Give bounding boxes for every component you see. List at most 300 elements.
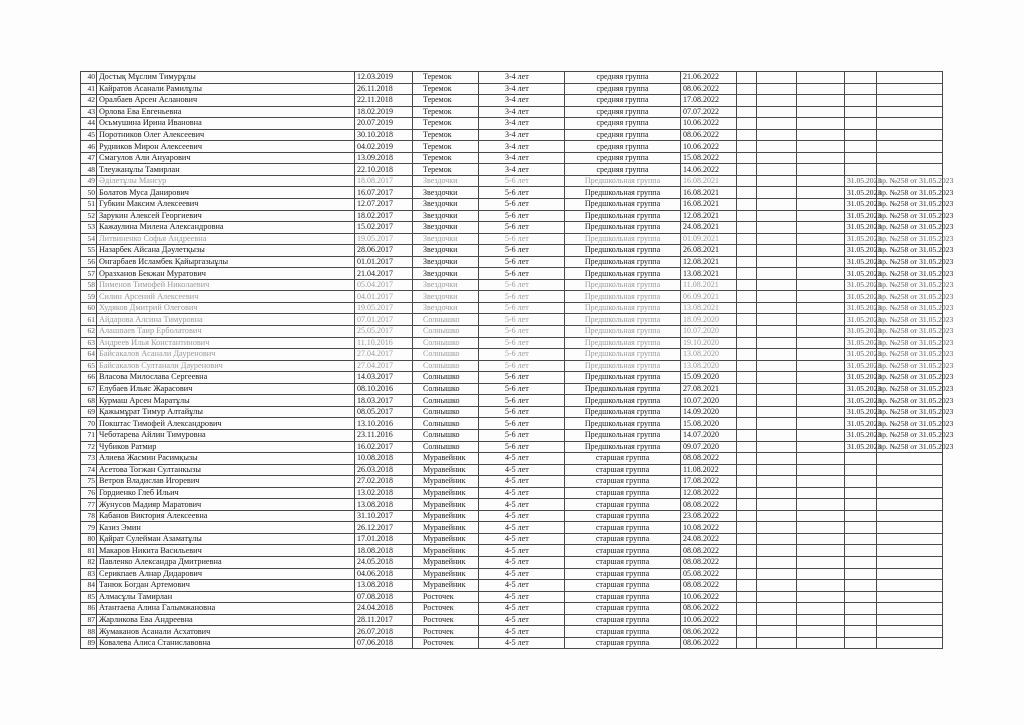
group-level: Предшкольная группа — [565, 279, 681, 291]
row-number: 52 — [81, 210, 97, 222]
empty-cell — [797, 464, 845, 476]
exit-date: 31.05.2023 — [845, 314, 877, 326]
empty-cell — [797, 545, 845, 557]
row-number: 53 — [81, 222, 97, 234]
group-name: Теремок — [413, 164, 479, 176]
admission-date: 14.07.2020 — [681, 429, 737, 441]
table-row — [81, 487, 943, 499]
table-row — [81, 83, 943, 95]
age-range: 5-6 лет — [479, 429, 565, 441]
exit-order: пр. №258 от 31.05.2023 — [878, 257, 954, 267]
admission-date: 12.08.2021 — [681, 210, 737, 222]
exit-date — [845, 453, 877, 465]
exit-order: пр. №258 от 31.05.2023 — [878, 245, 954, 255]
empty-cell — [737, 291, 757, 303]
empty-cell — [797, 406, 845, 418]
group-name: Теремок — [413, 141, 479, 153]
empty-cell — [737, 164, 757, 176]
empty-cell — [797, 510, 845, 522]
exit-date: 31.05.2023 — [845, 349, 877, 361]
empty-cell — [797, 453, 845, 465]
row-number: 67 — [81, 383, 97, 395]
empty-cell — [737, 72, 757, 84]
age-range: 3-4 лет — [479, 129, 565, 141]
exit-order — [877, 476, 943, 488]
group-level: старшая группа — [565, 453, 681, 465]
table-row — [81, 152, 943, 164]
exit-date: 31.05.2023 — [845, 302, 877, 314]
child-name: Қайрат Сулейман Азаматұлы — [97, 533, 355, 545]
row-number: 77 — [81, 499, 97, 511]
empty-cell — [737, 533, 757, 545]
empty-cell — [757, 476, 797, 488]
empty-cell — [757, 591, 797, 603]
birth-date: 14.03.2017 — [355, 372, 413, 384]
age-range: 5-6 лет — [479, 256, 565, 268]
group-name: Муравейник — [413, 580, 479, 592]
admission-date: 19.10.2020 — [681, 337, 737, 349]
age-range: 4-5 лет — [479, 614, 565, 626]
row-number: 58 — [81, 279, 97, 291]
group-name: Звездочки — [413, 279, 479, 291]
child-name: Назарбек Айсана Дәулетқызы — [97, 245, 355, 257]
empty-cell — [737, 626, 757, 638]
empty-cell — [737, 637, 757, 649]
group-level: средняя группа — [565, 164, 681, 176]
group-level: Предшкольная группа — [565, 314, 681, 326]
child-name: Алмасұлы Тамирлан — [97, 591, 355, 603]
table-row — [81, 372, 943, 384]
empty-cell — [797, 164, 845, 176]
group-level: Предшкольная группа — [565, 337, 681, 349]
group-name: Муравейник — [413, 533, 479, 545]
group-name: Муравейник — [413, 453, 479, 465]
empty-cell — [757, 499, 797, 511]
row-number: 46 — [81, 141, 97, 153]
group-level: средняя группа — [565, 141, 681, 153]
admission-date: 10.06.2022 — [681, 141, 737, 153]
exit-order: пр. №258 от 31.05.2023 — [878, 268, 954, 278]
empty-cell — [757, 129, 797, 141]
exit-order — [877, 106, 943, 118]
exit-date — [845, 533, 877, 545]
admission-date: 01.09.2021 — [681, 233, 737, 245]
empty-cell — [797, 441, 845, 453]
table-row — [81, 210, 943, 222]
group-name: Теремок — [413, 72, 479, 84]
age-range: 3-4 лет — [479, 95, 565, 107]
empty-cell — [737, 372, 757, 384]
exit-date — [845, 637, 877, 649]
row-number: 71 — [81, 429, 97, 441]
child-name: Алашпаев Таир Ерболатович — [97, 326, 355, 338]
exit-date: 31.05.2023 — [845, 291, 877, 303]
exit-order: пр. №258 от 31.05.2023 — [878, 326, 954, 336]
empty-cell — [797, 129, 845, 141]
exit-date: 31.05.2023 — [845, 187, 877, 199]
group-name: Теремок — [413, 152, 479, 164]
group-level: старшая группа — [565, 637, 681, 649]
child-name: Ветров Владислав Игоревич — [97, 476, 355, 488]
exit-date — [845, 522, 877, 534]
admission-date: 09.07.2020 — [681, 441, 737, 453]
row-number: 84 — [81, 580, 97, 592]
empty-cell — [757, 233, 797, 245]
table-row — [81, 510, 943, 522]
empty-cell — [757, 580, 797, 592]
empty-cell — [757, 418, 797, 430]
empty-cell — [797, 95, 845, 107]
admission-date: 14.09.2020 — [681, 406, 737, 418]
group-level: старшая группа — [565, 499, 681, 511]
birth-date: 26.03.2018 — [355, 464, 413, 476]
group-name: Звездочки — [413, 256, 479, 268]
age-range: 5-6 лет — [479, 268, 565, 280]
group-level: старшая группа — [565, 591, 681, 603]
exit-date: 31.05.2023 — [845, 326, 877, 338]
row-number: 47 — [81, 152, 97, 164]
empty-cell — [757, 245, 797, 257]
admission-date: 10.06.2022 — [681, 118, 737, 130]
row-number: 40 — [81, 72, 97, 84]
empty-cell — [737, 268, 757, 280]
empty-cell — [797, 429, 845, 441]
table-row — [81, 556, 943, 568]
exit-date: 31.05.2023 — [845, 337, 877, 349]
table-row — [81, 106, 943, 118]
exit-order: пр. №258 от 31.05.2023 — [878, 314, 954, 324]
admission-date: 23.08.2022 — [681, 510, 737, 522]
empty-cell — [757, 568, 797, 580]
empty-cell — [797, 626, 845, 638]
table-row — [81, 533, 943, 545]
birth-date: 27.02.2018 — [355, 476, 413, 488]
age-range: 4-5 лет — [479, 545, 565, 557]
admission-date: 08.06.2022 — [681, 83, 737, 95]
table-row — [81, 164, 943, 176]
empty-cell — [757, 302, 797, 314]
empty-cell — [757, 429, 797, 441]
birth-date: 18.02.2017 — [355, 210, 413, 222]
group-level: Предшкольная группа — [565, 302, 681, 314]
empty-cell — [737, 83, 757, 95]
age-range: 5-6 лет — [479, 279, 565, 291]
admission-date: 08.08.2022 — [681, 556, 737, 568]
empty-cell — [797, 603, 845, 615]
empty-cell — [737, 476, 757, 488]
exit-order — [877, 83, 943, 95]
group-name: Звездочки — [413, 210, 479, 222]
exit-date — [845, 568, 877, 580]
child-name: Казиз Эмин — [97, 522, 355, 534]
exit-date — [845, 106, 877, 118]
empty-cell — [737, 256, 757, 268]
table-row — [81, 233, 943, 245]
empty-cell — [797, 499, 845, 511]
group-level: Предшкольная группа — [565, 291, 681, 303]
exit-order: пр. №258 от 31.05.2023 — [878, 360, 954, 370]
birth-date: 22.11.2018 — [355, 95, 413, 107]
exit-date: 31.05.2023 — [845, 199, 877, 211]
empty-cell — [757, 175, 797, 187]
empty-cell — [757, 487, 797, 499]
exit-date — [845, 464, 877, 476]
child-name: Серикпаев Алнар Дидарович — [97, 568, 355, 580]
group-name: Солнышко — [413, 360, 479, 372]
group-name: Звездочки — [413, 175, 479, 187]
admission-date: 13.08.2020 — [681, 349, 737, 361]
row-number: 42 — [81, 95, 97, 107]
child-name: Танюк Богдан Артемович — [97, 580, 355, 592]
exit-date: 31.05.2023 — [845, 395, 877, 407]
empty-cell — [737, 499, 757, 511]
exit-date — [845, 499, 877, 511]
empty-cell — [757, 72, 797, 84]
age-range: 5-6 лет — [479, 349, 565, 361]
exit-date — [845, 614, 877, 626]
admission-date: 08.06.2022 — [681, 637, 737, 649]
group-level: Предшкольная группа — [565, 256, 681, 268]
admission-date: 05.08.2022 — [681, 568, 737, 580]
exit-date: 31.05.2023 — [845, 441, 877, 453]
age-range: 5-6 лет — [479, 233, 565, 245]
admission-date: 13.08.2021 — [681, 268, 737, 280]
group-level: Предшкольная группа — [565, 233, 681, 245]
group-name: Росточек — [413, 591, 479, 603]
child-name: Павленко Александра Дмитриевна — [97, 556, 355, 568]
age-range: 4-5 лет — [479, 591, 565, 603]
birth-date: 24.05.2018 — [355, 556, 413, 568]
group-name: Солнышко — [413, 326, 479, 338]
empty-cell — [797, 418, 845, 430]
group-level: средняя группа — [565, 106, 681, 118]
age-range: 4-5 лет — [479, 556, 565, 568]
exit-date: 31.05.2023 — [845, 406, 877, 418]
empty-cell — [737, 360, 757, 372]
group-name: Звездочки — [413, 245, 479, 257]
admission-date: 10.08.2022 — [681, 522, 737, 534]
table-row — [81, 637, 943, 649]
exit-order: пр. №258 от 31.05.2023 — [878, 303, 954, 313]
group-level: средняя группа — [565, 152, 681, 164]
child-name: Кабанов Виктория Алексеевна — [97, 510, 355, 522]
child-name: Кажаулина Милена Александровна — [97, 222, 355, 234]
child-name: Алиева Жасмин Расимқызы — [97, 453, 355, 465]
group-name: Звездочки — [413, 233, 479, 245]
exit-date — [845, 72, 877, 84]
group-level: старшая группа — [565, 476, 681, 488]
empty-cell — [797, 533, 845, 545]
row-number: 87 — [81, 614, 97, 626]
empty-cell — [797, 210, 845, 222]
exit-order: пр. №258 от 31.05.2023 — [878, 407, 954, 417]
exit-order: пр. №258 от 31.05.2023 — [878, 384, 954, 394]
child-name: Оразханов Бекжан Муратович — [97, 268, 355, 280]
birth-date: 04.02.2019 — [355, 141, 413, 153]
child-name: Орлова Ева Евгеньевна — [97, 106, 355, 118]
age-range: 5-6 лет — [479, 187, 565, 199]
group-name: Солнышко — [413, 337, 479, 349]
age-range: 4-5 лет — [479, 626, 565, 638]
table-row — [81, 603, 943, 615]
group-level: старшая группа — [565, 545, 681, 557]
empty-cell — [757, 372, 797, 384]
admission-date: 13.08.2020 — [681, 360, 737, 372]
age-range: 4-5 лет — [479, 499, 565, 511]
group-name: Муравейник — [413, 522, 479, 534]
empty-cell — [737, 95, 757, 107]
group-name: Звездочки — [413, 199, 479, 211]
child-name: Жумаканов Асанали Асхатович — [97, 626, 355, 638]
admission-date: 12.08.2022 — [681, 487, 737, 499]
child-name: Пименов Тимофей Николаевич — [97, 279, 355, 291]
birth-date: 19.05.2017 — [355, 233, 413, 245]
group-name: Муравейник — [413, 476, 479, 488]
age-range: 3-4 лет — [479, 164, 565, 176]
row-number: 83 — [81, 568, 97, 580]
row-number: 61 — [81, 314, 97, 326]
row-number: 70 — [81, 418, 97, 430]
exit-order — [877, 118, 943, 130]
group-level: Предшкольная группа — [565, 175, 681, 187]
age-range: 5-6 лет — [479, 337, 565, 349]
birth-date: 18.08.2017 — [355, 175, 413, 187]
empty-cell — [797, 199, 845, 211]
exit-date: 31.05.2023 — [845, 210, 877, 222]
group-level: средняя группа — [565, 118, 681, 130]
group-level: Предшкольная группа — [565, 395, 681, 407]
empty-cell — [797, 222, 845, 234]
table-row — [81, 476, 943, 488]
admission-date: 16.08.2021 — [681, 187, 737, 199]
group-name: Звездочки — [413, 222, 479, 234]
exit-date — [845, 476, 877, 488]
group-level: средняя группа — [565, 83, 681, 95]
table-row — [81, 614, 943, 626]
birth-date: 21.04.2017 — [355, 268, 413, 280]
child-name: Гордиенко Глеб Ильич — [97, 487, 355, 499]
birth-date: 10.08.2018 — [355, 453, 413, 465]
empty-cell — [737, 568, 757, 580]
table-row — [81, 72, 943, 84]
admission-date: 08.06.2022 — [681, 626, 737, 638]
group-name: Муравейник — [413, 464, 479, 476]
exit-date — [845, 545, 877, 557]
exit-date — [845, 164, 877, 176]
row-number: 82 — [81, 556, 97, 568]
empty-cell — [757, 522, 797, 534]
empty-cell — [757, 556, 797, 568]
table-row — [81, 268, 943, 280]
birth-date: 26.12.2017 — [355, 522, 413, 534]
child-name: Елубаев Ильяс Жарасович — [97, 383, 355, 395]
age-range: 4-5 лет — [479, 533, 565, 545]
group-level: Предшкольная группа — [565, 326, 681, 338]
birth-date: 30.10.2018 — [355, 129, 413, 141]
empty-cell — [797, 302, 845, 314]
birth-date: 20.07.2019 — [355, 118, 413, 130]
birth-date: 12.07.2017 — [355, 199, 413, 211]
row-number: 44 — [81, 118, 97, 130]
birth-date: 18.08.2018 — [355, 545, 413, 557]
exit-order — [877, 533, 943, 545]
birth-date: 31.10.2017 — [355, 510, 413, 522]
child-name: Байсакалов Султанали Дауренович — [97, 360, 355, 372]
exit-date — [845, 580, 877, 592]
exit-order — [877, 453, 943, 465]
empty-cell — [737, 614, 757, 626]
empty-cell — [757, 349, 797, 361]
child-name: Смагулов Али Ануарович — [97, 152, 355, 164]
group-level: Предшкольная группа — [565, 187, 681, 199]
child-name: Чубиков Ратмир — [97, 441, 355, 453]
exit-date — [845, 141, 877, 153]
empty-cell — [737, 510, 757, 522]
birth-date: 05.04.2017 — [355, 279, 413, 291]
child-name: Жарликова Ева Андреевна — [97, 614, 355, 626]
exit-order — [877, 95, 943, 107]
group-name: Солнышко — [413, 418, 479, 430]
exit-date — [845, 95, 877, 107]
empty-cell — [737, 580, 757, 592]
row-number: 45 — [81, 129, 97, 141]
table-row — [81, 349, 943, 361]
birth-date: 16.07.2017 — [355, 187, 413, 199]
table-row — [81, 429, 943, 441]
admission-date: 08.08.2022 — [681, 499, 737, 511]
exit-order: пр. №258 от 31.05.2023 — [878, 349, 954, 359]
empty-cell — [757, 222, 797, 234]
group-level: средняя группа — [565, 129, 681, 141]
row-number: 57 — [81, 268, 97, 280]
empty-cell — [797, 556, 845, 568]
empty-cell — [797, 591, 845, 603]
table-row — [81, 441, 943, 453]
empty-cell — [757, 441, 797, 453]
child-name: Поротников Олег Алексеевич — [97, 129, 355, 141]
exit-order — [877, 545, 943, 557]
empty-cell — [797, 372, 845, 384]
table-row — [81, 326, 943, 338]
empty-cell — [737, 222, 757, 234]
group-name: Солнышко — [413, 383, 479, 395]
birth-date: 13.08.2018 — [355, 580, 413, 592]
exit-order — [877, 580, 943, 592]
age-range: 5-6 лет — [479, 291, 565, 303]
age-range: 5-6 лет — [479, 175, 565, 187]
birth-date: 28.11.2017 — [355, 614, 413, 626]
child-name: Атантаева Алина Галымжановна — [97, 603, 355, 615]
birth-date: 28.06.2017 — [355, 245, 413, 257]
group-name: Солнышко — [413, 429, 479, 441]
exit-order: пр. №258 от 31.05.2023 — [878, 199, 954, 209]
group-level: Предшкольная группа — [565, 429, 681, 441]
empty-cell — [737, 556, 757, 568]
row-number: 51 — [81, 199, 97, 211]
age-range: 5-6 лет — [479, 395, 565, 407]
row-number: 86 — [81, 603, 97, 615]
empty-cell — [757, 118, 797, 130]
admission-date: 12.08.2021 — [681, 256, 737, 268]
group-level: Предшкольная группа — [565, 210, 681, 222]
age-range: 5-6 лет — [479, 302, 565, 314]
empty-cell — [797, 279, 845, 291]
table-row — [81, 545, 943, 557]
empty-cell — [737, 383, 757, 395]
age-range: 5-6 лет — [479, 245, 565, 257]
exit-order — [877, 152, 943, 164]
birth-date: 13.09.2018 — [355, 152, 413, 164]
